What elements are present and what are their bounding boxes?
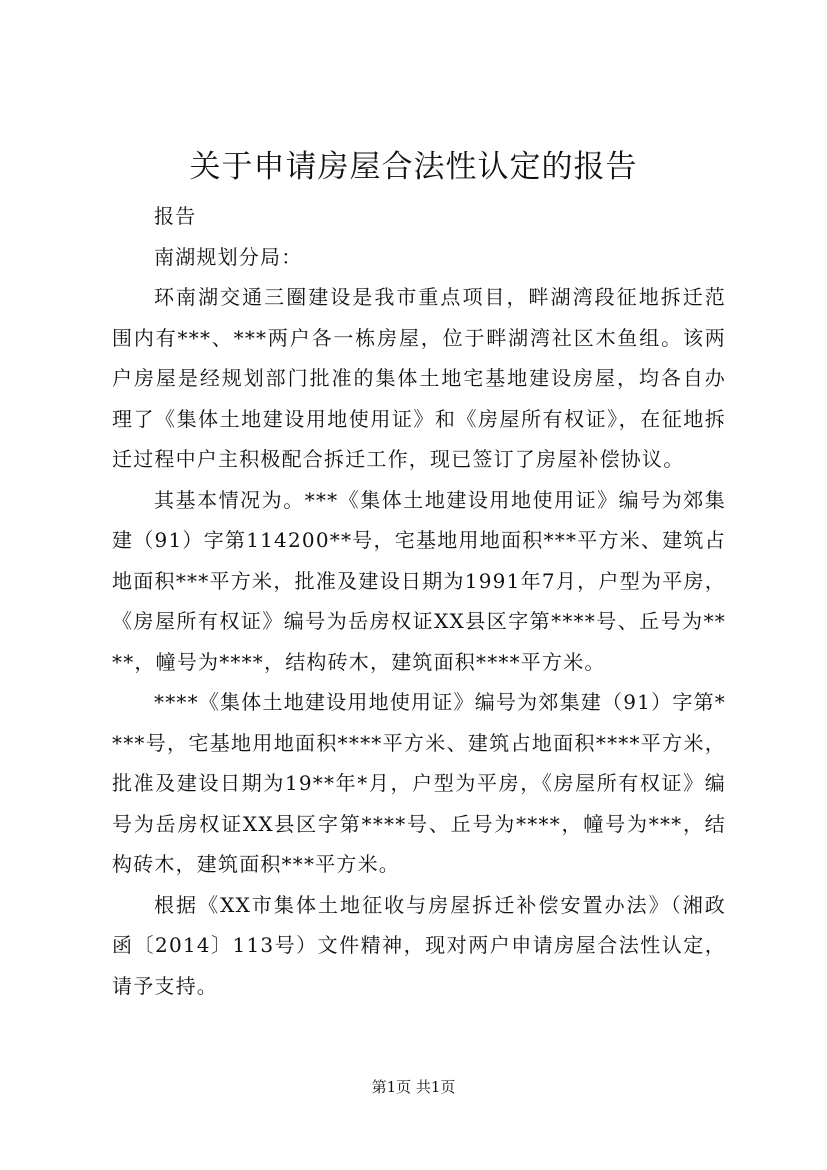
paragraph-background: 环南湖交通三圈建设是我市重点项目，畔湖湾段征地拆迁范围内有***、***两户各一栋房屋，位于畔湖湾社区木鱼组。该两户房屋是经规划部门批准的集体土地宅基地建设房屋，均各自办理了《集体土地建设用地使用证》和《房屋所有权证》，在征地拆迁过程中户主积极配合拆迁工作，现已签订了房屋补偿协议。	[112, 285, 726, 471]
paragraph-request: 根据《XX市集体土地征收与房屋拆迁补偿安置办法》（湘政函〔2014〕113号）文件精神，现对两户申请房屋合法性认定，请予支持。	[112, 892, 726, 998]
paragraph-heading-report: 报告	[154, 204, 197, 228]
document-body	[112, 196, 726, 1006]
page-footer: 第1页 共1页	[371, 1078, 456, 1096]
document-title: 关于申请房屋合法性认定的报告	[189, 149, 638, 185]
paragraph-second-household: ****《集体土地建设用地使用证》编号为郊集建（91）字第****号，宅基地用地面积****平方米、建筑占地面积****平方米，批准及建设日期为19**年*月，户型为平房，《房屋所有权证》编号为岳房权证XX县区字第****号、丘号为****，幢号为***，结构砖木，建筑面积***平方米。	[112, 690, 726, 876]
paragraph-first-household: 其基本情况为。***《集体土地建设用地使用证》编号为郊集建（91）字第114200**号，宅基地用地面积***平方米、建筑占地面积***平方米，批准及建设日期为1991年7月，户型为平房，《房屋所有权证》编号为岳房权证XX县区字第****号、丘号为****，幢号为****，结构砖木，建筑面积****平方米。	[112, 487, 726, 674]
paragraph-addressee: 南湖规划分局：	[154, 244, 303, 269]
